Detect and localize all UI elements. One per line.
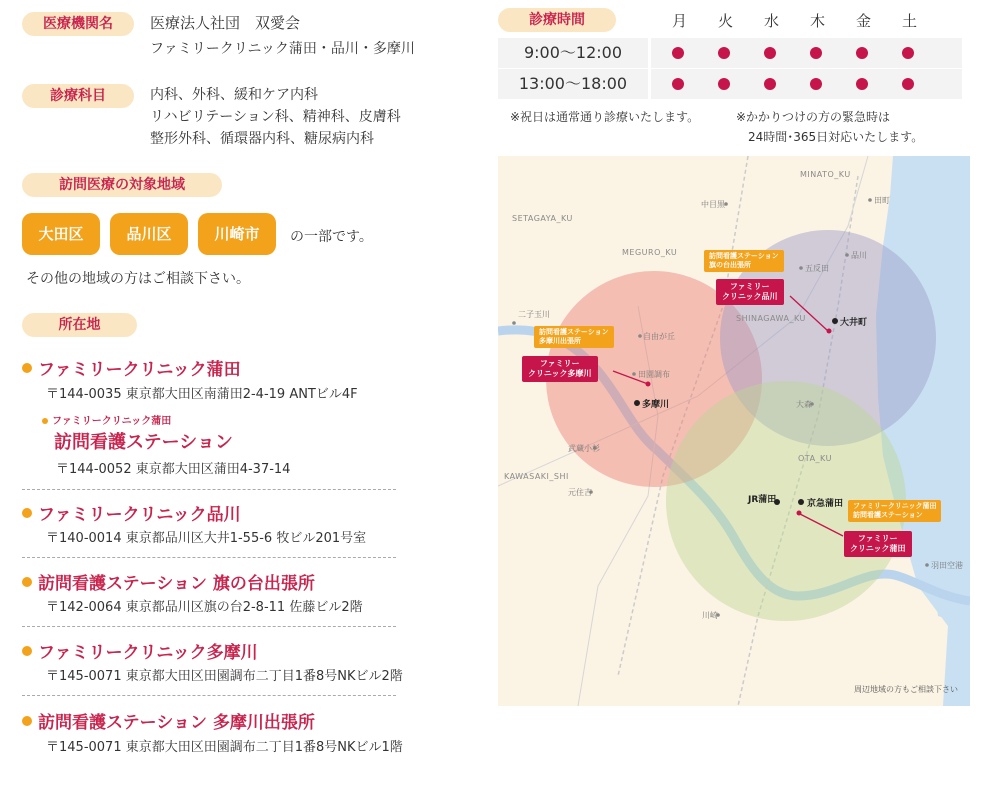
location-address: 〒140-0014 東京都品川区大井1-55-6 牧ビル201号室	[46, 531, 367, 546]
location-title: 訪問看護ステーション 多摩川出張所	[22, 708, 315, 733]
schedule-label: 診療時間	[498, 8, 616, 32]
department-line-2: リハビリテーション科、精神科、皮膚科	[150, 109, 401, 125]
location-address: 〒145-0071 東京都大田区田園調布二丁目1番8号NKビル2階	[46, 669, 403, 684]
place-label: 元住吉	[568, 488, 592, 497]
divider	[22, 626, 396, 627]
clinic-marker-shinagawa[interactable]: ファミリー クリニック品川	[716, 279, 784, 305]
place-label: 田町	[874, 196, 890, 205]
station-label: 京急蒲田	[807, 499, 844, 509]
place-label: 大森	[796, 400, 812, 409]
visit-area-label: 訪問医療の対象地域	[22, 173, 222, 197]
location-title: 訪問看護ステーション 旗の台出張所	[22, 569, 315, 594]
bullet-icon	[22, 508, 32, 518]
place-label: 自由が丘	[643, 332, 675, 341]
location-address: 〒144-0035 東京都大田区南蒲田2-4-19 ANTビル4F	[46, 387, 358, 402]
open-dot-icon	[764, 47, 776, 59]
location-address: 〒144-0052 東京都大田区蒲田4-37-14	[56, 462, 291, 477]
open-dot-icon	[810, 47, 822, 59]
institution-clinics: ファミリークリニック蒲田・品川・多摩川	[150, 41, 415, 57]
open-dot-icon	[856, 47, 868, 59]
location-address: 〒142-0064 東京都品川区旗の台2-8-11 佐藤ビル2階	[46, 600, 363, 615]
place-label: 五反田	[805, 264, 829, 273]
place-label: 二子玉川	[518, 310, 550, 319]
clinic-marker-tamagawa[interactable]: ファミリー クリニック多摩川	[522, 356, 598, 382]
day-header: 月	[672, 12, 688, 30]
map-graphic	[498, 156, 970, 706]
area-button-kawasaki[interactable]: 川崎市	[198, 213, 276, 255]
locations-label: 所在地	[22, 313, 137, 337]
station-marker-hatanodai[interactable]: 訪問看護ステーション 旗の台出張所	[704, 250, 784, 272]
open-dot-icon	[718, 47, 730, 59]
clinic-marker-kamata[interactable]: ファミリー クリニック蒲田	[844, 531, 912, 557]
ward-label: SHINAGAWA_KU	[736, 314, 806, 323]
divider	[22, 557, 396, 558]
place-label: 中目黒	[701, 200, 725, 209]
divider	[22, 489, 396, 490]
station-marker-kamata[interactable]: ファミリークリニック蒲田 訪問看護ステーション	[848, 500, 941, 522]
area-map	[498, 156, 970, 706]
map-footer-note: 周辺地域の方もご相談下さい	[854, 685, 958, 694]
bullet-icon	[22, 716, 32, 726]
open-dot-icon	[718, 78, 730, 90]
location-title: ファミリークリニック多摩川	[22, 638, 258, 663]
place-label: 武蔵小杉	[568, 444, 600, 453]
location-parent: ファミリークリニック蒲田	[42, 412, 171, 427]
place-label: 品川	[851, 251, 867, 260]
day-header: 土	[902, 12, 918, 30]
station-label: 多摩川	[642, 400, 670, 410]
day-header: 木	[810, 12, 826, 30]
divider	[22, 695, 396, 696]
visit-area-note: その他の地域の方はご相談下さい。	[26, 271, 250, 287]
emergency-note-2: 24時間･365日対応いたします。	[748, 130, 924, 144]
schedule-row	[498, 38, 962, 68]
institution-label: 医療機関名	[22, 12, 134, 36]
bullet-icon	[42, 418, 48, 424]
open-dot-icon	[902, 47, 914, 59]
open-dot-icon	[672, 78, 684, 90]
open-dot-icon	[902, 78, 914, 90]
station-label: 大井町	[840, 318, 868, 328]
emergency-note-1: ※かかりつけの方の緊急時は	[736, 110, 891, 124]
station-label: JR蒲田	[748, 495, 777, 505]
place-label: 川崎	[702, 611, 718, 620]
holiday-note: ※祝日は通常通り診療いたします。	[510, 110, 700, 124]
schedule-row	[498, 69, 962, 99]
department-line-1: 内科、外科、緩和ケア内科	[150, 87, 318, 103]
day-header: 火	[718, 12, 734, 30]
place-label: 田園調布	[638, 370, 670, 379]
area-button-ota[interactable]: 大田区	[22, 213, 100, 255]
ward-label: MEGURO_KU	[622, 248, 678, 257]
bullet-icon	[22, 363, 32, 373]
bullet-icon	[22, 577, 32, 587]
ward-label: MINATO_KU	[800, 170, 851, 179]
time-slot: 13:00〜18:00	[518, 74, 628, 93]
department-line-3: 整形外科、循環器内科、糖尿病内科	[150, 131, 374, 147]
area-button-shinagawa[interactable]: 品川区	[110, 213, 188, 255]
location-address: 〒145-0071 東京都大田区田園調布二丁目1番8号NKビル1階	[46, 740, 403, 755]
open-dot-icon	[810, 78, 822, 90]
place-label: 羽田空港	[931, 561, 963, 570]
day-header: 水	[764, 12, 780, 30]
departments-label: 診療科目	[22, 84, 134, 108]
institution-name: 医療法人社団 双愛会	[150, 14, 301, 32]
bullet-icon	[22, 646, 32, 656]
time-slot: 9:00〜12:00	[523, 43, 623, 62]
location-title: ファミリークリニック蒲田	[22, 355, 241, 380]
divider	[648, 69, 651, 99]
open-dot-icon	[856, 78, 868, 90]
open-dot-icon	[672, 47, 684, 59]
divider	[648, 38, 651, 68]
ward-label: KAWASAKI_SHI	[504, 472, 569, 481]
day-header: 金	[856, 12, 872, 30]
station-marker-tamagawa[interactable]: 訪問看護ステーション 多摩川出張所	[534, 326, 614, 348]
visit-area-suffix: の一部です。	[290, 229, 373, 245]
location-title: 訪問看護ステーション	[54, 432, 233, 453]
ward-label: SETAGAYA_KU	[512, 214, 573, 223]
ward-label: OTA_KU	[798, 454, 832, 463]
open-dot-icon	[764, 78, 776, 90]
location-title: ファミリークリニック品川	[22, 500, 241, 525]
